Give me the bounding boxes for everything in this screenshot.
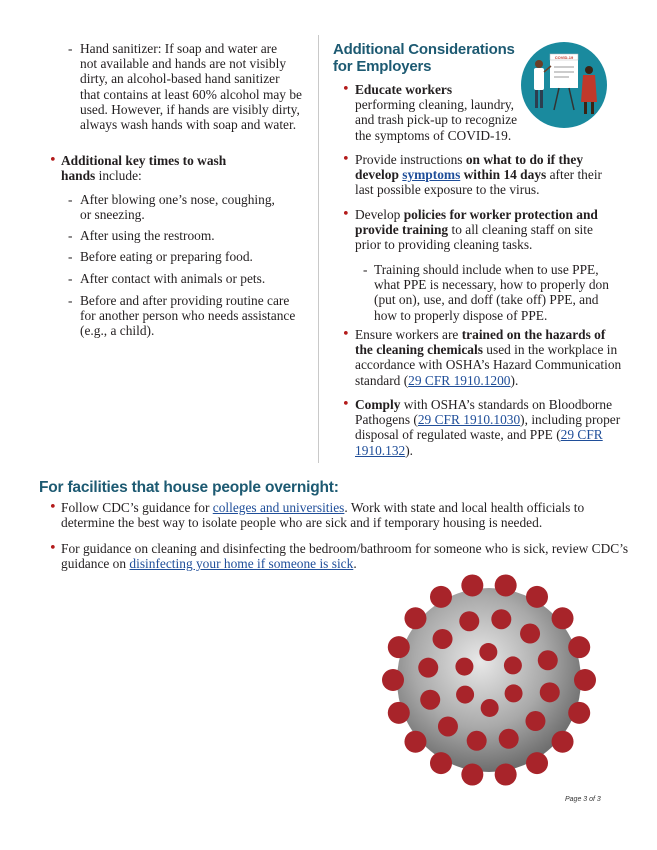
person-head xyxy=(535,60,543,68)
text-line: Before and after providing routine care xyxy=(80,293,290,308)
text-line: (e.g., a child). xyxy=(80,323,155,339)
text-line: how to properly dispose of PPE. xyxy=(374,307,548,323)
policies-item xyxy=(355,207,598,253)
virus-spike xyxy=(538,650,558,670)
text-line: the symptoms of COVID-19. xyxy=(355,127,512,143)
virus-spike xyxy=(430,752,452,774)
virus-spike xyxy=(568,636,590,658)
text-line: Hand sanitizer: If soap and water are xyxy=(80,41,278,56)
instructions-item xyxy=(355,152,602,198)
virus-spike xyxy=(404,731,426,753)
virus-spike xyxy=(459,611,479,631)
hazcom-standard-link[interactable]: 29 CFR 1910.1200 xyxy=(408,372,511,388)
text-span: Provide instructions xyxy=(355,152,466,167)
text-line: (put on), use, and doff (take off) PPE, and xyxy=(374,292,599,308)
text-span: with OSHA’s standards on Bloodborne xyxy=(400,397,613,412)
bullet-icon: • xyxy=(342,207,350,222)
virus-spike xyxy=(418,658,438,678)
text-span: used in the workplace in xyxy=(482,342,618,358)
text-bold: the cleaning chemicals xyxy=(355,342,483,358)
text-line: for another person who needs assistance xyxy=(80,308,296,324)
text-line: last possible exposure to the virus. xyxy=(355,182,540,198)
text-line: Before eating or preparing food. xyxy=(80,249,253,264)
list-dash: - xyxy=(363,262,368,277)
text-line: Training should include when to use PPE, xyxy=(374,262,599,277)
key-times-title-rest: include: xyxy=(95,168,142,184)
text-span: ), including proper xyxy=(520,412,621,428)
presenter-illustration xyxy=(519,40,609,130)
bullet-icon: • xyxy=(49,500,57,515)
virus-spike xyxy=(461,574,483,596)
virus-spike xyxy=(525,711,545,731)
text-line: After blowing one’s nose, coughing, xyxy=(80,192,275,207)
bullet-icon: • xyxy=(342,327,350,342)
virus-spike xyxy=(382,669,404,691)
text-span: standard ( xyxy=(355,372,409,388)
text-line: For guidance on cleaning and disinfecting the bedroom/bathroom for someone who is sick, review CDC’s xyxy=(61,541,629,556)
text-line: After contact with animals or pets. xyxy=(80,271,266,286)
bullet-icon: • xyxy=(342,152,350,167)
virus-spike xyxy=(520,624,540,644)
virus-spike xyxy=(505,684,523,702)
sanitizer-dash: - xyxy=(68,41,73,56)
ppe-standard-link[interactable]: 29 CFR xyxy=(560,427,603,443)
educate-item xyxy=(355,82,517,143)
list-item xyxy=(80,293,295,339)
text-span: Follow CDC’s guidance for xyxy=(61,500,213,515)
virus-spike xyxy=(481,699,499,717)
text-span: Ensure workers are xyxy=(355,327,462,342)
virus-spike xyxy=(461,764,483,786)
employers-heading xyxy=(333,41,515,75)
text-line: performing cleaning, laundry, xyxy=(355,97,515,113)
text-line: dirty, an alcohol-based hand sanitizer xyxy=(80,71,280,87)
text-line: and trash pick-up to recognize xyxy=(355,112,518,128)
text-line: always wash hands with soap and water. xyxy=(80,117,297,133)
facilities-item-disinfecting xyxy=(61,541,628,571)
page-number: Page 3 of 3 xyxy=(565,796,601,803)
bloodborne-standard-link[interactable]: 29 CFR 1910.1030 xyxy=(417,412,521,428)
virus-spike xyxy=(499,729,519,749)
heading-line: Additional Considerations xyxy=(333,41,515,58)
text-bold: within 14 days xyxy=(460,167,547,183)
facilities-heading: For facilities that house people overnight: xyxy=(39,479,339,496)
person-body xyxy=(581,75,597,102)
text-bold: provide training xyxy=(355,222,449,238)
text-bold: develop xyxy=(355,167,403,183)
text-line: what PPE is necessary, how to properly don xyxy=(374,277,609,293)
trained-item xyxy=(355,327,621,388)
disinfecting-home-link[interactable]: disinfecting your home if someone is sick xyxy=(129,556,354,572)
list-dash: - xyxy=(68,228,73,243)
text-span: disposal of regulated waste, and PPE ( xyxy=(355,427,561,443)
colleges-link[interactable]: colleges and universities xyxy=(212,500,345,515)
list-item xyxy=(80,192,275,222)
virus-spike xyxy=(479,643,497,661)
text-span: . xyxy=(353,556,357,572)
virus-spike xyxy=(491,609,511,629)
text-line: used. However, if hands are visibly dirty, xyxy=(80,101,300,117)
ppe-standard-link-cont[interactable]: 1910.132 xyxy=(355,442,406,458)
text-span: guidance on xyxy=(61,556,130,572)
virus-spike xyxy=(388,636,410,658)
symptoms-link[interactable]: symptoms xyxy=(402,167,461,183)
virus-spike xyxy=(574,669,596,691)
virus-spike xyxy=(540,682,560,702)
virus-spike xyxy=(504,656,522,674)
column-divider xyxy=(318,35,319,463)
key-times-title xyxy=(61,153,226,183)
virus-spike xyxy=(467,731,487,751)
bullet-icon: • xyxy=(342,397,350,412)
person-leg xyxy=(584,102,587,114)
virus-spike xyxy=(526,586,548,608)
bullet-icon: • xyxy=(49,153,57,168)
virus-spike xyxy=(552,607,574,629)
comply-item xyxy=(355,397,620,458)
person-leg xyxy=(591,102,594,114)
list-item xyxy=(80,271,265,286)
training-subitem xyxy=(374,262,609,323)
virus-spike xyxy=(430,586,452,608)
text-span: ). xyxy=(510,372,519,388)
virus-spike xyxy=(552,731,574,753)
text-span: Pathogens ( xyxy=(355,412,418,428)
text-bold: on what to do if they xyxy=(465,152,584,167)
text-line: or sneezing. xyxy=(80,207,145,223)
text-line: that contains at least 60% alcohol may be xyxy=(80,86,302,102)
key-times-title-bold: Additional key times to wash xyxy=(61,153,227,168)
coronavirus-illustration xyxy=(372,568,607,793)
text-span: . Work with state and local health officials to xyxy=(344,500,585,515)
text-line: determine the best way to isolate people who are sick and if temporary housing is needed. xyxy=(61,515,543,531)
virus-spike xyxy=(420,690,440,710)
person-leg xyxy=(540,90,543,108)
heading-line: for Employers xyxy=(333,58,432,75)
person-leg xyxy=(535,90,538,108)
text-line: accordance with OSHA’s Hazard Communication xyxy=(355,357,622,373)
sanitizer-text xyxy=(80,41,302,132)
educate-bold: Educate workers xyxy=(355,82,453,97)
bullet-icon: • xyxy=(49,541,57,556)
text-line: not available and hands are not visibly xyxy=(80,56,287,72)
virus-spike xyxy=(526,752,548,774)
text-bold: trained on the hazards of xyxy=(461,327,606,342)
virus-spike xyxy=(404,607,426,629)
text-line: After using the restroom. xyxy=(80,228,215,243)
bullet-icon: • xyxy=(342,82,350,97)
text-line: prior to providing cleaning tasks. xyxy=(355,237,533,253)
text-span: ). xyxy=(405,442,414,458)
facilities-item-colleges xyxy=(61,500,584,530)
list-dash: - xyxy=(68,249,73,264)
virus-spike xyxy=(495,574,517,596)
virus-spike xyxy=(388,702,410,724)
person-body xyxy=(534,68,544,90)
virus-spike xyxy=(456,686,474,704)
list-item xyxy=(80,249,253,264)
text-bold: Comply xyxy=(355,397,401,412)
list-dash: - xyxy=(68,293,73,308)
virus-spike xyxy=(438,716,458,736)
virus-spike xyxy=(495,764,517,786)
virus-spike xyxy=(568,702,590,724)
virus-spike xyxy=(455,658,473,676)
list-dash: - xyxy=(68,271,73,286)
text-span: after their xyxy=(546,167,602,183)
sign-text: COVID-19 xyxy=(554,55,574,60)
list-item xyxy=(80,228,215,243)
text-bold: policies for worker protection and xyxy=(403,207,598,222)
person-head xyxy=(585,66,593,74)
text-span: to all cleaning staff on site xyxy=(448,222,593,238)
key-times-title-bold-2: hands xyxy=(61,168,96,184)
list-dash: - xyxy=(68,192,73,207)
virus-spike xyxy=(433,629,453,649)
text-span: Develop xyxy=(355,207,404,222)
